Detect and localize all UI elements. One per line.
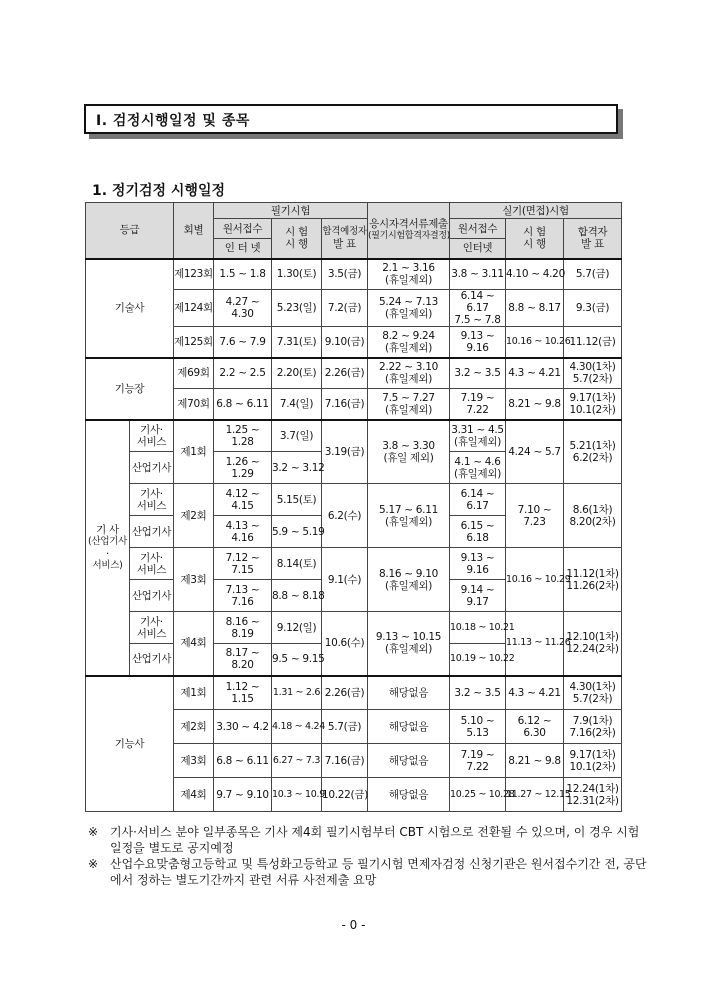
sub-service [130,420,174,452]
p-apply-cell [450,420,506,452]
result-cell: 7.2(금) [322,290,368,327]
result-cell: 7.16(금) [322,744,368,778]
sub-service-line1: 기사· [140,551,163,564]
docs-line1: 7.5 ~ 7.27 [382,391,435,404]
exam-cell: 5.15(토) [272,484,322,516]
result-cell: 5.7(금) [322,710,368,744]
apply-cell: 2.2 ~ 2.5 [214,358,272,389]
header-p-result [564,219,622,259]
header-result [322,219,368,259]
exam-cell: 2.20(토) [272,358,322,389]
docs-line2: (휴일제외) [385,341,432,354]
exam-cell: 5.9 ~ 5.19 [272,516,322,548]
docs-line1: 2.22 ~ 3.10 [379,361,438,374]
p-result-line1: 4.30(1차) [569,680,616,693]
p-exam-cell: 8.21 ~ 9.8 [506,744,564,778]
note-mark: ※ [88,825,99,839]
header-result-line2: 발 표 [333,238,356,251]
exam-cell: 3.7(일) [272,420,322,452]
session-cell: 제70회 [174,389,214,420]
p-result-line1: 7.9(1차) [572,714,613,727]
exam-cell: 1.30(토) [272,259,322,290]
docs-cell [368,420,450,484]
p-apply-cell: 5.10 ~ 5.13 [450,710,506,744]
exam-cell: 1.31 ~ 2.6 [272,676,322,710]
sub-service-line1: 기사· [140,615,163,628]
docs-line1: 5.17 ~ 6.11 [379,503,438,516]
header-practical: 실기(면접)시험 [450,203,622,219]
p-exam-cell: 4.24 ~ 5.7 [506,420,564,484]
result-cell: 3.5(금) [322,259,368,290]
p-result-cell [564,548,622,612]
p-result-cell [564,612,622,676]
p-result-cell [564,389,622,420]
docs-line1: 2.1 ~ 3.16 [382,262,435,275]
session-cell: 제123회 [174,259,214,290]
session-cell: 제2회 [174,710,214,744]
grade-ginungjang: 기능장 [86,358,174,420]
p-result-line1: 11.12(1차) [566,567,619,580]
p-apply-cell: 10.18 ~ 10.21 [450,612,506,644]
apply-cell: 8.16 ~ 8.19 [214,612,272,644]
header-session: 회별 [174,203,214,259]
header-docs-line1: 응시자격서류제출 [369,218,448,231]
docs-line2: (휴일제외) [385,403,432,416]
p-apply-line2: (휴일제외) [454,435,501,448]
p-exam-cell: 10.16 ~ 10.29 [506,548,564,612]
header-p-application: 원서접수 [450,219,506,239]
apply-cell: 1.26 ~ 1.29 [214,452,272,484]
apply-cell: 1.25 ~ 1.28 [214,420,272,452]
p-apply-cell: 9.13 ~ 9.16 [450,548,506,580]
sub-service-line1: 기사· [140,423,163,436]
p-apply-cell [450,259,506,290]
apply-cell: 4.27 ~ 4.30 [214,290,272,327]
exam-cell: 8.14(토) [272,548,322,580]
p-apply-cell [450,452,506,484]
p-result-cell [564,420,622,484]
header-exam-line1: 시 험 [285,226,308,239]
p-apply-cell [450,290,506,327]
docs-line2: (휴일제외) [385,373,432,386]
session-cell: 제4회 [174,612,214,676]
docs-cell: 해당없음 [368,778,450,812]
session-cell: 제69회 [174,358,214,389]
sub-service [130,484,174,516]
p-apply-cell: 3.2 ~ 3.5 [450,358,506,389]
p-result-line1: 12.10(1차) [566,631,619,644]
p-apply-cell: 9.14 ~ 9.17 [450,580,506,612]
p-result-cell [564,744,622,778]
result-cell: 10.6(수) [322,612,368,676]
apply-cell: 3.30 ~ 4.2 [214,710,272,744]
result-cell: 2.26(금) [322,358,368,389]
p-apply-cell: 6.15 ~ 6.18 [450,516,506,548]
note-text: 산업수요맞춤형고등학교 및 특성화고등학교 등 필기시험 면제자검정 신청기관은 원서접수기간 전, 공단에서 정하는 별도기간까지 관련 서류 사전제출 요망 [110,857,647,887]
header-docs [368,203,450,259]
exam-cell: 7.31(토) [272,327,322,358]
p-exam-cell: 4.3 ~ 4.21 [506,676,564,710]
p-result-line1: 8.6(1차) [572,503,613,516]
p-exam-cell: 4.3 ~ 4.21 [506,358,564,389]
docs-line1: 9.13 ~ 10.15 [375,631,442,644]
sub-service-line2: 서비스 [136,563,167,576]
result-cell: 9.10(금) [322,327,368,358]
docs-cell [368,290,450,327]
apply-cell: 8.17 ~ 8.20 [214,644,272,676]
p-result-cell [564,484,622,548]
sub-industrial: 산업기사 [130,516,174,548]
p-exam-cell: 8.21 ~ 9.8 [506,389,564,420]
sub-industrial: 산업기사 [130,452,174,484]
sub-service-line2: 서비스 [136,499,167,512]
section-heading: Ⅰ. 검정시행일정 및 종목 [96,113,250,129]
header-application: 원서접수 [214,219,272,239]
header-written: 필기시험 [214,203,368,219]
p-apply-line1: 9.13 ~ 9.16 [460,329,495,354]
docs-line1: 8.16 ~ 9.10 [379,567,438,580]
sub-service-line2: 서비스 [136,435,167,448]
p-exam-cell: 8.8 ~ 8.17 [506,290,564,327]
p-apply-line1: 4.1 ~ 4.6 [454,455,501,468]
apply-cell: 4.13 ~ 4.16 [214,516,272,548]
apply-cell: 6.8 ~ 6.11 [214,389,272,420]
section-heading-box [84,104,618,134]
header-internet: 인 터 넷 [214,239,272,259]
session-cell: 제4회 [174,778,214,812]
docs-cell [368,612,450,676]
exam-cell: 9.12(일) [272,612,322,644]
header-p-exam-line1: 시 험 [523,226,546,239]
p-result-line2: 5.7(2차) [572,692,613,705]
grade-gisa-line1: 기 사 [96,523,119,536]
p-result-line2: 12.31(2차) [566,794,619,807]
apply-cell: 7.12 ~ 7.15 [214,548,272,580]
docs-line1: 5.24 ~ 7.13 [379,296,438,308]
grade-gisa [86,420,130,676]
exam-cell: 5.23(일) [272,290,322,327]
notes [88,824,648,888]
p-result-line2: 7.16(2차) [569,726,616,739]
p-exam-cell: 10.16 ~ 10.26 [506,327,564,358]
sub-industrial: 산업기사 [130,644,174,676]
header-exam [272,219,322,259]
header-p-exam-line2: 시 행 [523,238,546,251]
p-result-line1: 12.24(1차) [566,782,619,795]
p-apply-line1: 6.14 ~ 6.17 [460,290,495,314]
docs-line2: (휴일 제외) [383,451,434,464]
docs-line1: 3.8 ~ 3.30 [382,439,435,452]
p-result-line2: 11.26(2차) [566,579,619,592]
apply-cell: 7.13 ~ 7.16 [214,580,272,612]
p-result-cell [564,778,622,812]
session-cell: 제3회 [174,548,214,612]
p-exam-cell: 4.10 ~ 4.20 [506,259,564,290]
session-cell: 제125회 [174,327,214,358]
grade-gisa-line2: (산업기사 [88,535,127,547]
sub-service [130,612,174,644]
header-exam-line2: 시 행 [285,238,308,251]
docs-cell: 해당없음 [368,710,450,744]
p-result-cell: 11.12(금) [564,327,622,358]
p-result-line2: 12.24(2차) [566,643,619,656]
header-docs-line2: (필기시험합격자결정) [368,231,450,242]
session-cell: 제2회 [174,484,214,548]
p-result-cell [564,358,622,389]
note-item [88,856,648,888]
p-apply-cell: 6.14 ~ 6.17 [450,484,506,516]
exam-cell: 8.8 ~ 8.18 [272,580,322,612]
header-p-internet: 인터넷 [450,239,506,259]
apply-cell: 1.5 ~ 1.8 [214,259,272,290]
note-text: 기사·서비스 분야 일부종목은 기사 제4회 필기시험부터 CBT 시험으로 전환될 수 있으며, 이 경우 시험일정을 별도로 공지예정 [110,825,640,855]
p-result-line2: 10.1(2차) [569,403,616,416]
header-result-line1: 합격예정자 [322,226,367,238]
exam-cell: 6.27 ~ 7.3 [272,744,322,778]
docs-cell [368,484,450,548]
header-p-exam [506,219,564,259]
p-apply-line2: 7.5 ~ 7.8 [454,314,501,326]
p-result-line2: 5.7(2차) [572,373,613,386]
p-result-line2: 6.2(2차) [572,451,613,464]
p-result-line2: 8.20(2차) [569,515,616,528]
grade-ginungsa: 기능사 [86,676,174,812]
apply-cell: 6.8 ~ 6.11 [214,744,272,778]
docs-cell [368,327,450,358]
sub-service-line2: 서비스 [136,627,167,640]
p-apply-cell: 3.2 ~ 3.5 [450,676,506,710]
apply-cell: 7.6 ~ 7.9 [214,327,272,358]
p-result-cell: 5.7(금) [564,259,622,290]
p-exam-cell: 11.13 ~ 11.26 [506,612,564,676]
note-item [88,824,648,856]
docs-line2: (휴일제외) [385,274,432,287]
p-apply-cell [450,327,506,358]
sub-service-line1: 기사· [140,487,163,500]
apply-cell: 4.12 ~ 4.15 [214,484,272,516]
header-grade: 등급 [86,203,174,259]
session-cell: 제3회 [174,744,214,778]
p-result-line1: 5.21(1차) [569,439,616,452]
p-result-cell: 9.3(금) [564,290,622,327]
p-exam-cell: 6.12 ~ 6.30 [506,710,564,744]
session-cell: 제124회 [174,290,214,327]
result-cell: 7.16(금) [322,389,368,420]
p-result-line1: 4.30(1차) [569,361,616,374]
exam-cell: 9.5 ~ 9.15 [272,644,322,676]
docs-line2: (휴일제외) [385,308,432,320]
docs-line2: (휴일제외) [385,643,432,656]
p-apply-line2: (휴일제외) [454,467,501,480]
sub-service [130,548,174,580]
apply-cell: 1.12 ~ 1.15 [214,676,272,710]
p-apply-line1: 3.31 ~ 4.5 [451,423,504,436]
apply-cell: 9.7 ~ 9.10 [214,778,272,812]
grade-gisulsa: 기술사 [86,259,174,358]
subsection-heading: 1. 정기검정 시행일정 [92,183,225,199]
exam-cell: 4.18 ~ 4.24 [272,710,322,744]
p-result-cell [564,676,622,710]
result-cell: 3.19(금) [322,420,368,484]
result-cell: 9.1(수) [322,548,368,612]
page-number: - 0 - [341,918,366,932]
docs-cell [368,548,450,612]
sub-industrial: 산업기사 [130,580,174,612]
note-mark: ※ [88,857,99,871]
docs-line2: (휴일제외) [385,579,432,592]
docs-cell [368,358,450,389]
header-p-result-line2: 발 표 [581,238,604,251]
p-result-line1: 9.17(1차) [569,748,616,761]
docs-cell [368,259,450,290]
docs-cell: 해당없음 [368,744,450,778]
header-p-result-line1: 합격자 [577,226,608,239]
session-cell: 제1회 [174,676,214,710]
exam-cell: 10.3 ~ 10.9 [272,778,322,812]
session-cell: 제1회 [174,420,214,484]
p-apply-cell: 10.25 ~ 10.28 [450,778,506,812]
result-cell: 10.22(금) [322,778,368,812]
docs-cell: 해당없음 [368,676,450,710]
p-apply-line1: 3.8 ~ 3.11 [451,268,504,281]
docs-line1: 8.2 ~ 9.24 [382,329,435,342]
p-result-cell [564,710,622,744]
result-cell: 6.2(수) [322,484,368,548]
p-result-line2: 10.1(2차) [569,760,616,773]
p-exam-cell: 11.27 ~ 12.15 [506,778,564,812]
exam-cell: 3.2 ~ 3.12 [272,452,322,484]
schedule-table [85,202,622,812]
result-cell: 2.26(금) [322,676,368,710]
p-apply-cell: 7.19 ~ 7.22 [450,744,506,778]
grade-gisa-line4: 서비스) [92,559,123,571]
p-apply-cell: 7.19 ~ 7.22 [450,389,506,420]
p-apply-cell: 10.19 ~ 10.22 [450,644,506,676]
docs-line2: (휴일제외) [385,515,432,528]
exam-cell: 7.4(일) [272,389,322,420]
grade-gisa-line3: · [105,547,110,560]
docs-cell [368,389,450,420]
p-exam-cell: 7.10 ~ 7.23 [506,484,564,548]
p-result-line1: 9.17(1차) [569,391,616,404]
